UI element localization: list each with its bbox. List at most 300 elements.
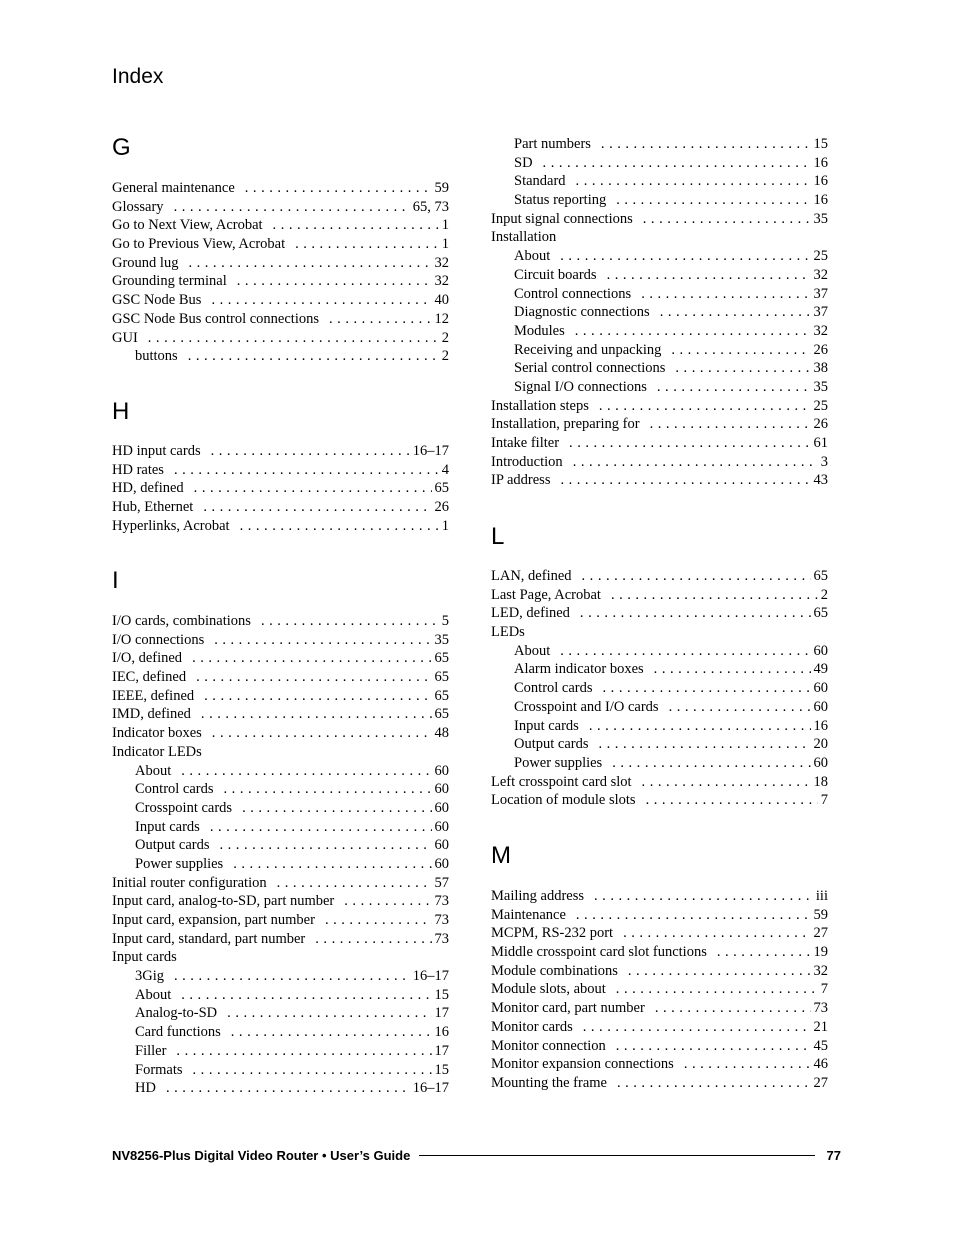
dot-leader <box>642 773 811 792</box>
index-entry <box>112 687 449 706</box>
index-entry <box>112 461 449 480</box>
page-reference[interactable]: 60 <box>813 698 828 715</box>
dot-leader <box>675 359 810 378</box>
section-letter-h: H <box>112 398 130 425</box>
index-subentry <box>491 322 828 341</box>
dot-leader <box>166 1079 410 1098</box>
page-reference[interactable]: 60 <box>434 818 449 835</box>
dot-leader <box>617 1074 811 1093</box>
index-term: Alarm indicator boxes <box>514 661 644 678</box>
page-reference[interactable]: 2 <box>441 329 449 346</box>
page-reference[interactable]: 60 <box>813 754 828 771</box>
dot-leader <box>573 453 818 472</box>
page-reference[interactable]: 65 <box>434 480 449 497</box>
dot-leader <box>174 461 439 480</box>
index-term: Grounding terminal <box>112 273 227 290</box>
index-subentry <box>491 341 828 360</box>
index-term: Signal I/O connections <box>514 378 647 395</box>
index-term: Input cards <box>112 949 177 966</box>
index-term: MCPM, RS-232 port <box>491 925 614 942</box>
index-entry <box>491 471 828 490</box>
index-term: About <box>135 762 172 779</box>
page-reference[interactable]: 16 <box>813 173 828 190</box>
dot-leader <box>261 612 439 631</box>
dot-leader <box>193 1061 432 1080</box>
page-reference[interactable]: 16 <box>434 1024 449 1041</box>
dot-leader <box>329 310 431 329</box>
dot-leader <box>224 780 432 799</box>
dot-leader <box>717 943 811 962</box>
index-entry <box>491 567 828 586</box>
index-entry <box>112 668 449 687</box>
footer-rule <box>419 1155 814 1156</box>
dot-leader <box>576 172 811 191</box>
dot-leader <box>211 291 431 310</box>
index-subentry <box>491 717 828 736</box>
dot-leader <box>612 754 810 773</box>
dot-leader <box>641 285 810 304</box>
page-reference[interactable]: 48 <box>434 725 449 742</box>
page-reference[interactable]: 12 <box>434 310 449 327</box>
index-subentry <box>491 266 828 285</box>
page-reference[interactable]: 1 <box>441 217 449 234</box>
dot-leader <box>583 1018 811 1037</box>
index-term: Monitor cards <box>491 1018 573 1035</box>
page-reference[interactable]: 60 <box>434 781 449 798</box>
dot-leader <box>580 604 811 623</box>
section-g-entries <box>112 179 449 366</box>
index-subentry <box>491 679 828 698</box>
page-reference[interactable]: 4 <box>441 461 449 478</box>
page-reference[interactable]: 26 <box>813 416 828 433</box>
page-reference[interactable]: 1 <box>441 517 449 534</box>
page-reference[interactable]: 26 <box>813 341 828 358</box>
page-reference[interactable]: 2 <box>820 586 828 603</box>
index-subentry <box>491 285 828 304</box>
index-subentry <box>112 780 449 799</box>
section-l-entries <box>491 567 828 810</box>
page-reference[interactable]: 16–17 <box>412 1080 449 1097</box>
section-i-continued-entries <box>491 135 828 490</box>
page-reference[interactable]: 65 <box>434 669 449 686</box>
index-subentry <box>491 660 828 679</box>
page-reference[interactable]: 16 <box>813 192 828 209</box>
page-reference[interactable]: 59 <box>434 180 449 196</box>
index-subentry <box>491 154 828 173</box>
dot-leader <box>277 874 432 893</box>
page-reference[interactable]: 5 <box>441 613 449 629</box>
dot-leader <box>245 179 432 198</box>
index-entry <box>112 216 449 235</box>
page-reference[interactable]: 18 <box>813 773 828 790</box>
index-term: GSC Node Bus control connections <box>112 310 320 327</box>
page-reference[interactable]: 32 <box>813 322 828 339</box>
index-term: Input cards <box>514 717 579 734</box>
dot-leader <box>599 735 811 754</box>
index-term: Power supplies <box>514 754 603 771</box>
page-reference[interactable]: 27 <box>813 925 828 942</box>
index-entry <box>491 943 828 962</box>
dot-leader <box>569 434 810 453</box>
index-subentry <box>112 762 449 781</box>
page-reference[interactable]: 35 <box>813 210 828 227</box>
index-entry <box>491 397 828 416</box>
dot-leader <box>657 378 811 397</box>
index-term: Hub, Ethernet <box>112 499 194 516</box>
index-entry <box>112 649 449 668</box>
index-entry <box>491 415 828 434</box>
index-term: IEEE, defined <box>112 687 195 704</box>
dot-leader <box>220 836 432 855</box>
index-subentry <box>491 735 828 754</box>
index-entry <box>491 210 828 229</box>
index-term: Installation steps <box>491 397 589 414</box>
index-term: Input cards <box>135 818 200 835</box>
index-term: Modules <box>514 322 565 339</box>
dot-leader <box>643 210 811 229</box>
index-subentry <box>112 836 449 855</box>
index-entry <box>491 434 828 453</box>
index-entry <box>112 198 449 217</box>
index-subentry <box>491 172 828 191</box>
dot-leader <box>237 272 432 291</box>
dot-leader <box>616 191 810 210</box>
page-reference[interactable]: 15 <box>434 1061 449 1078</box>
index-entry <box>112 479 449 498</box>
dot-leader <box>543 154 811 173</box>
index-term: LAN, defined <box>491 568 572 584</box>
index-term: Input card, expansion, part number <box>112 912 315 928</box>
index-subentry <box>112 347 449 366</box>
index-term: 3Gig <box>135 968 164 985</box>
page-reference[interactable]: 65, 73 <box>412 198 449 215</box>
index-term: HD rates <box>112 461 164 478</box>
index-term: Middle crosspoint card slot functions <box>491 944 707 961</box>
dot-leader <box>196 668 431 687</box>
index-term: Crosspoint and I/O cards <box>514 698 659 715</box>
page-reference[interactable]: 49 <box>813 661 828 678</box>
index-term: General maintenance <box>112 180 235 196</box>
page-reference[interactable]: 60 <box>434 837 449 854</box>
dot-leader <box>623 924 810 943</box>
index-term: HD, defined <box>112 480 184 497</box>
page-reference[interactable]: 59 <box>813 906 828 923</box>
section-h-entries <box>112 442 449 535</box>
index-term: Input card, analog-to-SD, part number <box>112 893 335 910</box>
index-term: Formats <box>135 1061 183 1078</box>
page-reference[interactable]: 32 <box>813 266 828 283</box>
page-reference[interactable]: 27 <box>813 1074 828 1091</box>
page-reference[interactable]: 25 <box>813 397 828 414</box>
index-subentry <box>112 799 449 818</box>
index-entry <box>491 924 828 943</box>
dot-leader <box>589 717 811 736</box>
dot-leader <box>601 135 811 154</box>
page-reference[interactable]: 60 <box>813 680 828 697</box>
section-i-entries <box>112 612 449 1098</box>
index-entry <box>491 228 828 247</box>
page-reference[interactable]: 15 <box>434 986 449 1003</box>
index-term: Monitor expansion connections <box>491 1056 674 1073</box>
index-entry <box>112 705 449 724</box>
page-reference[interactable]: 73 <box>434 893 449 910</box>
index-term: Hyperlinks, Acrobat <box>112 517 230 534</box>
page-reference[interactable]: 65 <box>813 568 828 584</box>
dot-leader <box>344 892 431 911</box>
page-reference[interactable]: 7 <box>820 792 828 809</box>
index-term: I/O, defined <box>112 650 183 667</box>
dot-leader <box>273 216 439 235</box>
index-entry <box>112 291 449 310</box>
index-term: Initial router configuration <box>112 874 267 891</box>
index-entry <box>112 442 449 461</box>
dot-leader <box>650 415 811 434</box>
dot-leader <box>214 631 431 650</box>
dot-leader <box>325 911 432 930</box>
dot-leader <box>148 329 439 348</box>
page-reference[interactable]: 1 <box>441 236 449 253</box>
index-entry <box>112 310 449 329</box>
index-term: Go to Next View, Acrobat <box>112 217 263 234</box>
index-entry <box>491 623 828 642</box>
page-reference[interactable]: 3 <box>820 453 828 470</box>
index-term: buttons <box>135 348 178 365</box>
index-term: Ground lug <box>112 254 179 271</box>
index-subentry <box>112 986 449 1005</box>
page-reference[interactable]: 19 <box>813 944 828 961</box>
index-entry <box>112 948 449 967</box>
index-entry <box>491 453 828 472</box>
dot-leader <box>194 479 432 498</box>
index-subentry <box>491 247 828 266</box>
dot-leader <box>671 341 810 360</box>
dot-leader <box>181 762 431 781</box>
index-subentry <box>112 1079 449 1098</box>
index-term: Go to Previous View, Acrobat <box>112 236 286 253</box>
index-term: Glossary <box>112 198 164 215</box>
index-entry <box>112 254 449 273</box>
index-entry <box>112 874 449 893</box>
index-entry <box>491 1018 828 1037</box>
index-term: Input card, standard, part number <box>112 930 306 947</box>
index-term: LED, defined <box>491 605 570 622</box>
dot-leader <box>660 303 811 322</box>
page-reference[interactable]: 65 <box>434 687 449 704</box>
index-term: About <box>514 642 551 659</box>
index-entry <box>491 604 828 623</box>
dot-leader <box>210 818 432 837</box>
index-subentry <box>112 818 449 837</box>
index-term: Part numbers <box>514 136 591 152</box>
index-entry <box>491 887 828 906</box>
page-reference[interactable]: 65 <box>434 650 449 667</box>
index-subentry <box>491 191 828 210</box>
dot-leader <box>227 1004 431 1023</box>
index-subentry <box>491 642 828 661</box>
page-reference[interactable]: 65 <box>434 706 449 723</box>
index-entry <box>112 930 449 949</box>
page-reference[interactable]: 16–17 <box>412 443 449 459</box>
page-reference[interactable]: 73 <box>434 912 449 928</box>
index-entry <box>112 631 449 650</box>
dot-leader <box>560 471 810 490</box>
index-term: SD <box>514 154 533 171</box>
index-entry <box>491 980 828 999</box>
index-term: About <box>135 986 172 1003</box>
page-reference[interactable]: 2 <box>441 348 449 365</box>
page-reference[interactable]: 37 <box>813 285 828 302</box>
dot-leader <box>582 567 811 586</box>
index-subentry <box>491 378 828 397</box>
page-reference[interactable]: 73 <box>813 1000 828 1017</box>
index-term: Monitor card, part number <box>491 1000 645 1017</box>
index-term: GUI <box>112 329 138 346</box>
index-term: Serial control connections <box>514 360 666 377</box>
index-term: Input signal connections <box>491 210 633 227</box>
index-term: Monitor connection <box>491 1037 606 1054</box>
page-reference[interactable]: 32 <box>813 962 828 979</box>
footer-document-title: NV8256-Plus Digital Video Router • User’s Guide <box>112 1147 411 1163</box>
index-entry <box>112 911 449 930</box>
page-reference[interactable]: 26 <box>434 499 449 516</box>
index-term: Output cards <box>135 837 210 854</box>
index-term: Installation <box>491 229 557 246</box>
index-subentry <box>112 1061 449 1080</box>
page-reference[interactable]: 17 <box>434 1005 449 1022</box>
page-reference[interactable]: 25 <box>813 248 828 265</box>
index-subentry <box>491 754 828 773</box>
index-entry <box>112 179 449 198</box>
page-reference[interactable]: 35 <box>434 631 449 648</box>
index-entry <box>112 235 449 254</box>
index-term: Control cards <box>514 680 593 697</box>
dot-leader <box>655 999 811 1018</box>
dot-leader <box>603 679 811 698</box>
dot-leader <box>174 198 410 217</box>
page-reference[interactable]: 40 <box>434 292 449 309</box>
index-term: Crosspoint cards <box>135 799 233 816</box>
index-entry <box>491 999 828 1018</box>
index-entry <box>491 1055 828 1074</box>
index-term: Installation, preparing for <box>491 416 640 433</box>
index-entry <box>112 272 449 291</box>
section-m-entries <box>491 887 828 1093</box>
dot-leader <box>231 1023 432 1042</box>
index-subentry <box>491 303 828 322</box>
page-reference[interactable]: 35 <box>813 378 828 395</box>
page-reference[interactable]: iii <box>815 888 828 904</box>
dot-leader <box>616 980 818 999</box>
index-term: Intake filter <box>491 435 560 451</box>
dot-leader <box>616 1037 811 1056</box>
index-entry <box>491 791 828 810</box>
page-reference[interactable]: 73 <box>434 930 449 947</box>
dot-leader <box>212 724 432 743</box>
index-entry <box>112 517 449 536</box>
index-subentry <box>112 1004 449 1023</box>
dot-leader <box>188 347 439 366</box>
page-reference[interactable]: 57 <box>434 874 449 891</box>
page-reference[interactable]: 45 <box>813 1037 828 1054</box>
page-reference[interactable]: 46 <box>813 1056 828 1073</box>
index-term: Analog-to-SD <box>135 1005 218 1022</box>
dot-leader <box>242 799 431 818</box>
dot-leader <box>684 1055 811 1074</box>
index-term: Indicator LEDs <box>112 743 202 760</box>
page-reference[interactable]: 7 <box>820 981 828 998</box>
page-reference[interactable]: 20 <box>813 736 828 753</box>
footer-page-number: 77 <box>826 1147 841 1163</box>
dot-leader <box>575 322 811 341</box>
dot-leader <box>174 967 410 986</box>
index-term: Circuit boards <box>514 266 597 283</box>
dot-leader <box>607 266 811 285</box>
index-entry <box>112 892 449 911</box>
index-subentry <box>491 698 828 717</box>
page-reference[interactable]: 61 <box>813 435 828 451</box>
page-reference[interactable]: 60 <box>434 762 449 779</box>
page-reference[interactable]: 32 <box>434 254 449 271</box>
dot-leader <box>211 442 410 461</box>
page-reference[interactable]: 16 <box>813 717 828 734</box>
page-title: Index <box>112 65 164 88</box>
index-term: LEDs <box>491 624 525 641</box>
page-reference[interactable]: 17 <box>434 1042 449 1059</box>
index-term: Left crosspoint card slot <box>491 773 632 790</box>
index-entry <box>491 773 828 792</box>
index-term: Output cards <box>514 736 589 753</box>
page-reference[interactable]: 16–17 <box>412 968 449 985</box>
page-reference[interactable]: 21 <box>813 1018 828 1035</box>
index-term: IP address <box>491 472 551 489</box>
index-entry <box>491 586 828 605</box>
index-entry <box>112 724 449 743</box>
page-reference[interactable]: 60 <box>813 642 828 659</box>
index-term: Module slots, about <box>491 981 606 998</box>
index-term: About <box>514 248 551 265</box>
index-term: I/O cards, combinations <box>112 613 251 629</box>
page-reference[interactable]: 60 <box>434 799 449 816</box>
index-subentry <box>112 855 449 874</box>
page-reference[interactable]: 16 <box>813 154 828 171</box>
page-reference[interactable]: 43 <box>813 472 828 489</box>
dot-leader <box>669 698 811 717</box>
index-term: Card functions <box>135 1024 221 1041</box>
page-reference[interactable]: 15 <box>813 136 828 152</box>
dot-leader <box>654 660 811 679</box>
index-term: Filler <box>135 1042 167 1059</box>
index-term: IMD, defined <box>112 706 191 723</box>
page-reference[interactable]: 38 <box>813 360 828 377</box>
dot-leader <box>201 705 432 724</box>
index-term: Introduction <box>491 453 563 470</box>
index-entry <box>112 612 449 631</box>
index-term: Maintenance <box>491 906 566 923</box>
index-term: Receiving and unpacking <box>514 341 662 358</box>
page-reference[interactable]: 32 <box>434 273 449 290</box>
dot-leader <box>611 586 818 605</box>
index-term: I/O connections <box>112 631 205 648</box>
dot-leader <box>560 247 810 266</box>
dot-leader <box>176 1042 431 1061</box>
dot-leader <box>599 397 811 416</box>
page-reference[interactable]: 60 <box>434 855 449 872</box>
page-reference[interactable]: 65 <box>813 605 828 622</box>
index-term: Control cards <box>135 781 214 798</box>
page-reference[interactable]: 37 <box>813 304 828 321</box>
index-entry <box>491 1074 828 1093</box>
index-entry <box>491 962 828 981</box>
